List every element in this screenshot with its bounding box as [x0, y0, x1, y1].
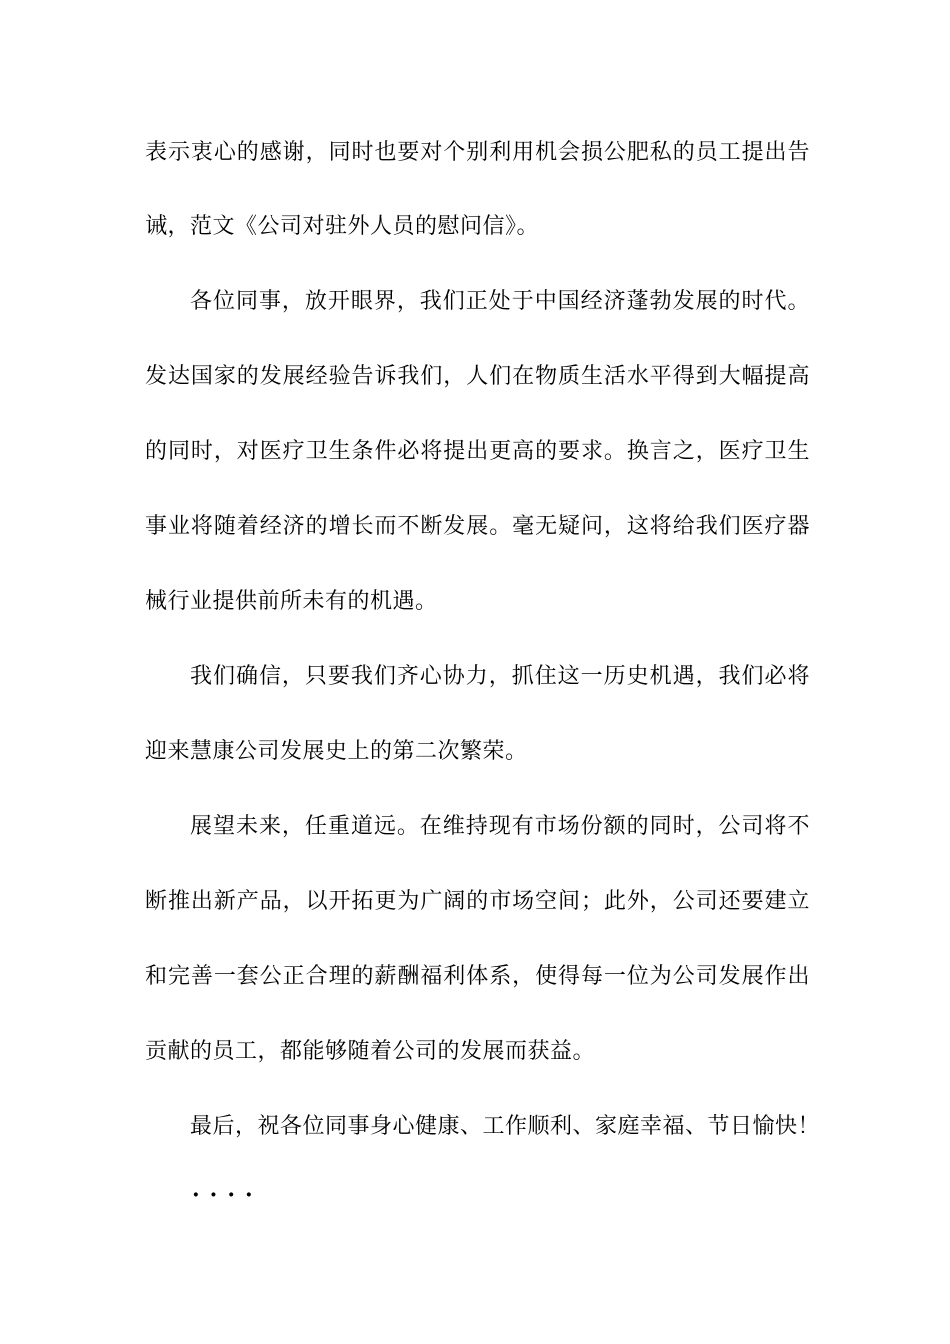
text-line: 发达国家的发展经验告诉我们，人们在物质生活水平得到大幅提高	[145, 364, 810, 389]
ellipsis-dots: ····	[192, 1182, 263, 1208]
text-line: 迎来慧康公司发展史上的第二次繁荣。	[145, 739, 528, 764]
text-line: 和完善一套公正合理的薪酬福利体系，使得每一位为公司发展作出	[145, 964, 810, 989]
text-line: 械行业提供前所未有的机遇。	[145, 589, 438, 614]
text-line: 事业将随着经济的增长而不断发展。毫无疑问，这将给我们医疗器	[145, 514, 810, 539]
text-line: 断推出新产品，以开拓更为广阔的市场空间；此外，公司还要建立	[145, 889, 810, 914]
text-line: 的同时，对医疗卫生条件必将提出更高的要求。换言之，医疗卫生	[145, 439, 810, 464]
text-line: 诫，范文《公司对驻外人员的慰问信》。	[145, 214, 540, 239]
text-line: 贡献的员工，都能够随着公司的发展而获益。	[145, 1039, 596, 1064]
paragraph-first-line: 最后，祝各位同事身心健康、工作顺利、家庭幸福、节日愉快！	[190, 1114, 821, 1139]
paragraph-first-line: 展望未来，任重道远。在维持现有市场份额的同时，公司将不	[190, 814, 810, 839]
paragraph-first-line: 我们确信，只要我们齐心协力，抓住这一历史机遇，我们必将	[190, 664, 810, 689]
text-line: 表示衷心的感谢，同时也要对个别利用机会损公肥私的员工提出告	[145, 140, 810, 165]
paragraph-first-line: 各位同事，放开眼界，我们正处于中国经济蓬勃发展的时代。	[190, 289, 810, 314]
